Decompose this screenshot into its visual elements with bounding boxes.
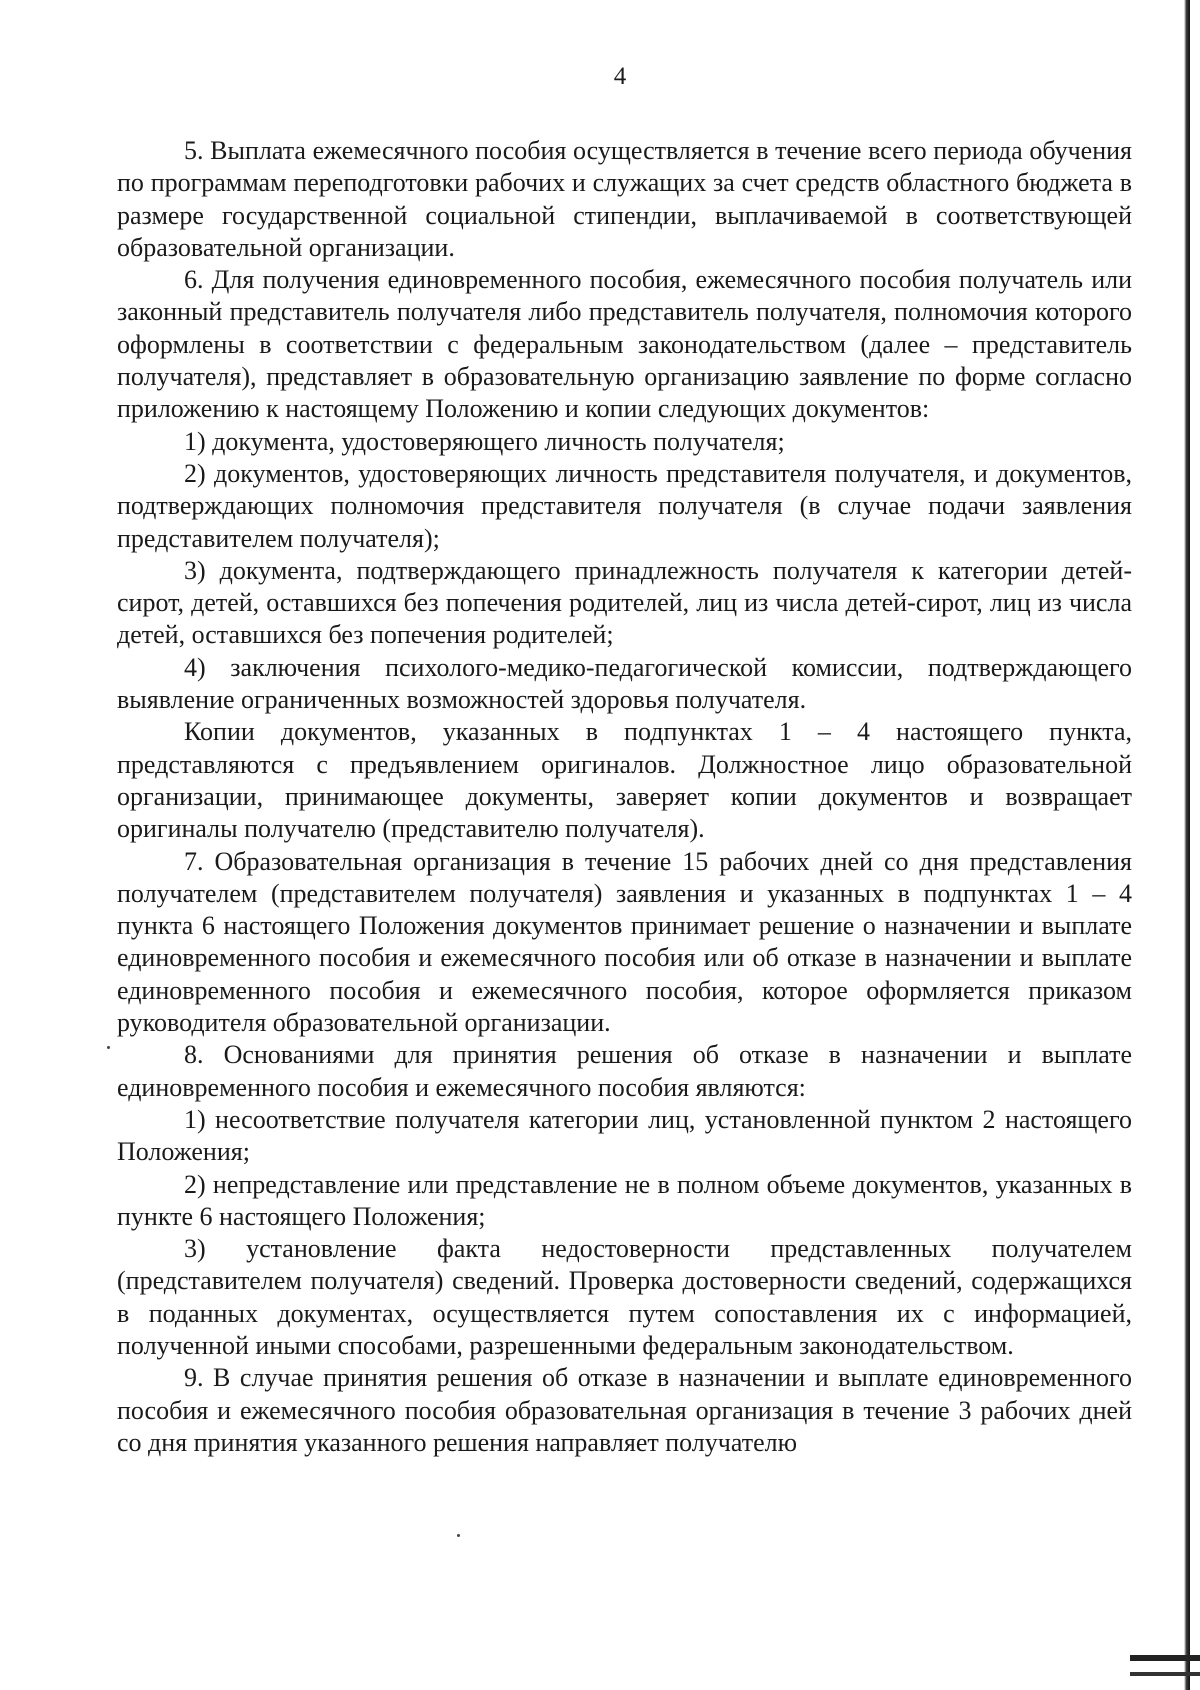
scan-corner-mark	[1130, 1672, 1200, 1676]
paragraph-6-item-1: 1) документа, удостоверяющего личность получателя;	[184, 426, 785, 456]
paragraph-8-item-1: 1) несоответствие получателя категории лиц, установленной пунктом 2 настоящего Положения;	[117, 1104, 1132, 1167]
paragraph-9: 9. В случае принятия решения об отказе в назначении и выплате единовременного пособия и ежемесячного пособия образовательная организация в течение 3 рабочих дней со дня принятия указанного решения направляет получателю	[117, 1363, 1132, 1457]
scan-speck	[107, 1046, 110, 1049]
paragraph-7: 7. Образовательная организация в течение 15 рабочих дней со дня представления получателем (представителем получателя) заявления и указанных в подпунктах 1 – 4 пункта 6 настоящего Положения документов принимает решение о назначении и выплате единовременного пособия и ежемесячного пособия или об отказе в назначении и выплате единовременного пособия и ежемесячного пособия, которое оформляется приказом руководителя образовательной организации.	[117, 846, 1132, 1038]
scan-right-edge	[1184, 0, 1190, 1690]
paragraph-6-item-3: 3) документа, подтверждающего принадлежность получателя к категории детей-сирот, детей, оставшихся без попечения родителей, лиц из числа детей-сирот, лиц из числа детей, оставшихся без попечения родителей;	[117, 555, 1132, 650]
page-number: 4	[613, 63, 627, 90]
paragraph-8-item-2: 2) непредставление или представление не в полном объеме документов, указанных в пункте 6 настоящего Положения;	[117, 1169, 1132, 1231]
paragraph-6: 6. Для получения единовременного пособия, ежемесячного пособия получатель или законный представитель получателя либо представитель получателя, полномочия которого оформлены в соответствии с федеральным законодательством (далее – представитель получателя), представляет в образовательную организацию заявление по форме согласно приложению к настоящему Положению и копии следующих документов:	[117, 265, 1132, 424]
paragraph-8: 8. Основаниями для принятия решения об отказе в назначении и выплате единовременного пособия и ежемесячного пособия являются:	[117, 1040, 1132, 1102]
paragraph-5: 5. Выплата ежемесячного пособия осуществляется в течение всего периода обучения по программам переподготовки рабочих и служащих за счет средств областного бюджета в размере государственной социальной стипендии, выплачиваемой в соответствующей образовательной организации.	[117, 136, 1132, 262]
paragraph-6-item-4: 4) заключения психолого-медико-педагогической комиссии, подтверждающего выявление ограниченных возможностей здоровья получателя.	[117, 652, 1132, 715]
paragraph-6-item-2: 2) документов, удостоверяющих личность представителя получателя, и документов, подтверждающих полномочия представителя получателя (в случае подачи заявления представителем получателя);	[117, 458, 1132, 553]
scan-speck	[457, 1534, 460, 1537]
paragraph-8-item-3: 3) установление факта недостоверности представленных получателем (представителем получателя) сведений. Проверка достоверности сведений, содержащихся в поданных документах, осуществляется путем сопоставления их с информацией, полученной иными способами, разрешенными федеральным законодательством.	[117, 1234, 1132, 1360]
paragraph-6-copies-note: Копии документов, указанных в подпунктах 1 – 4 настоящего пункта, представляются с предъявлением оригиналов. Должностное лицо образовательной организации, принимающее документы, заверяет копии документов и возвращает оригиналы получателю (представителю получателя).	[117, 717, 1132, 844]
document-body	[117, 135, 1132, 1459]
scan-corner-mark	[1130, 1655, 1200, 1661]
